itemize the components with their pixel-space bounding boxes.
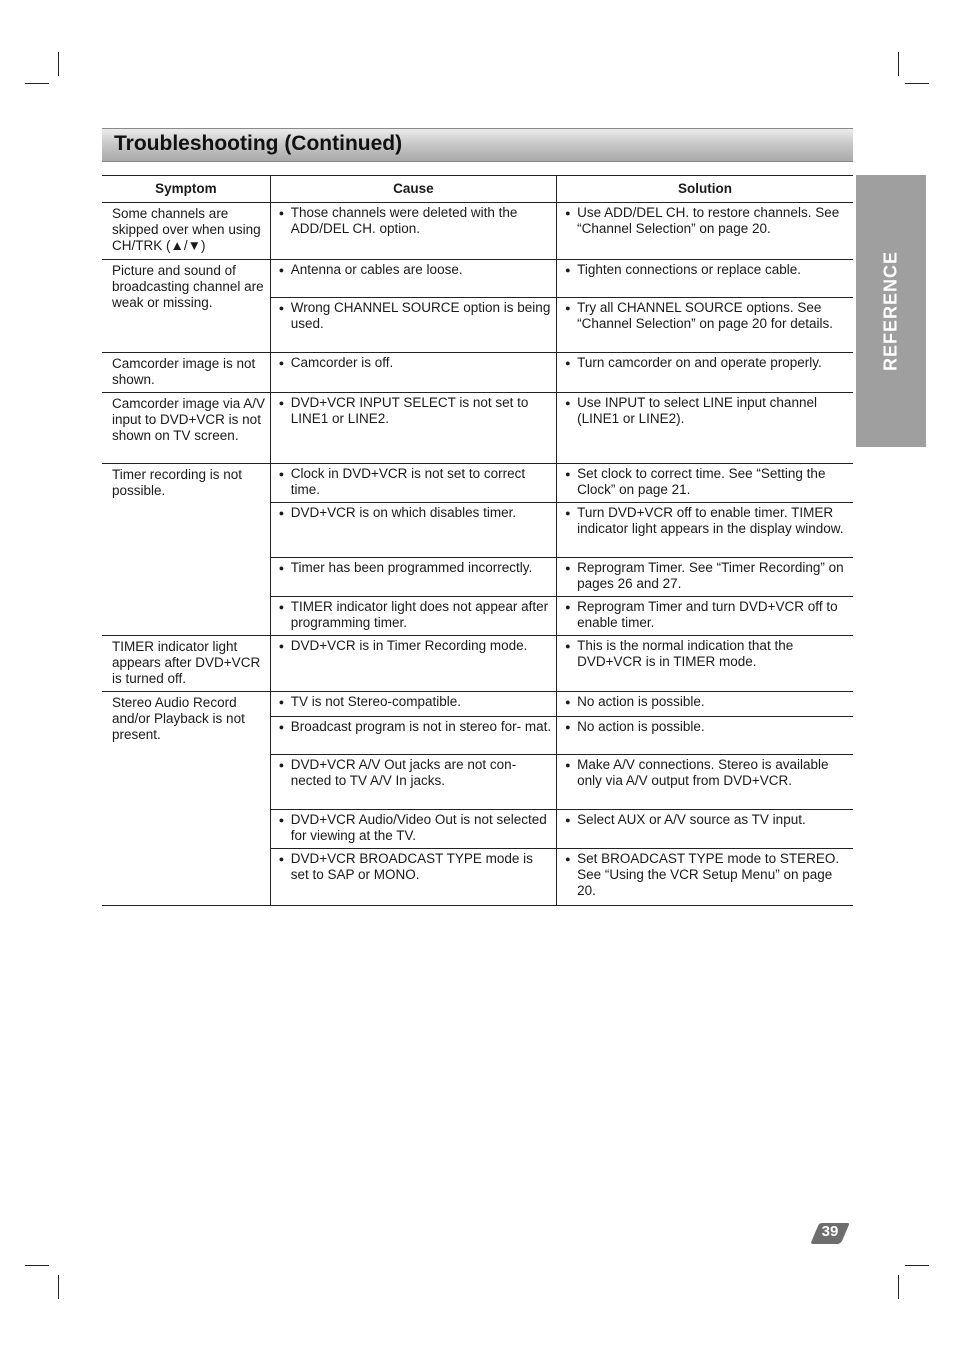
crop-mark [25, 83, 49, 84]
bullet-icon: ● [565, 208, 571, 218]
table-row [102, 260, 853, 298]
table-header-row [102, 176, 853, 203]
cause-cell: ● Antenna or cables are loose. [270, 260, 556, 298]
crop-mark [898, 52, 899, 76]
bullet-icon: ● [278, 358, 285, 368]
solution-cell: ● Set clock to correct time. See “Setting the Clock” on page 21. [557, 464, 853, 503]
header-solution: Solution [557, 176, 853, 203]
bullet-icon: ● [278, 602, 285, 612]
crop-mark [905, 83, 929, 84]
cause-cell: ● Clock in DVD+VCR is not set to correct time. [270, 464, 556, 503]
table-row [102, 636, 853, 692]
cause-cell: ● DVD+VCR A/V Out jacks are not con- nected to TV A/V In jacks. [270, 755, 556, 810]
solution-cell: ● Try all CHANNEL SOURCE options. See “Channel Selection” on page 20 for details. [557, 298, 853, 353]
cause-cell: ● DVD+VCR Audio/Video Out is not selected for viewing at the TV. [270, 810, 556, 849]
cause-cell: ● Broadcast program is not in stereo for- mat. [270, 717, 556, 755]
symptom-cell: Some channels are skipped over when using CH/TRK (▲/▼) [102, 203, 270, 260]
solution-cell: ● This is the normal indication that the DVD+VCR is in TIMER mode. [557, 636, 853, 692]
bullet-icon: ● [278, 854, 285, 864]
solution-cell: ● Reprogram Timer and turn DVD+VCR off to enable timer. [557, 597, 853, 636]
cause-cell: ● DVD+VCR is in Timer Recording mode. [270, 636, 556, 692]
bullet-icon: ● [565, 641, 571, 651]
solution-cell: ● No action is possible. [557, 717, 853, 755]
bullet-icon: ● [278, 815, 285, 825]
solution-cell: ● Set BROADCAST TYPE mode to STEREO. See “Using the VCR Setup Menu” on page 20. [557, 849, 853, 906]
header-symptom: Symptom [102, 176, 270, 203]
solution-cell: ● Select AUX or A/V source as TV input. [557, 810, 853, 849]
solution-cell: ● Use INPUT to select LINE input channel (LINE1 or LINE2). [557, 393, 853, 464]
section-tab-label: REFERENCE [880, 250, 901, 372]
bullet-icon: ● [565, 508, 571, 518]
solution-cell: ● Make A/V connections. Stereo is available only via A/V output from DVD+VCR. [557, 755, 853, 810]
bullet-icon: ● [278, 563, 285, 573]
bullet-icon: ● [278, 208, 285, 218]
table-row [102, 393, 853, 464]
bullet-icon: ● [565, 563, 571, 573]
bullet-icon: ● [565, 398, 571, 408]
cause-cell: ● DVD+VCR INPUT SELECT is not set to LINE1 or LINE2. [270, 393, 556, 464]
cause-cell: ● Wrong CHANNEL SOURCE option is being used. [270, 298, 556, 353]
symptom-cell: Camcorder image via A/V input to DVD+VCR is not shown on TV screen. [102, 393, 270, 464]
bullet-icon: ● [565, 469, 571, 479]
cause-cell: ● TV is not Stereo-compatible. [270, 692, 556, 717]
symptom-cell: Timer recording is not possible. [102, 464, 270, 636]
bullet-icon: ● [278, 398, 285, 408]
bullet-icon: ● [565, 760, 571, 770]
crop-mark [905, 1265, 929, 1266]
solution-cell: ● No action is possible. [557, 692, 853, 717]
crop-mark [58, 1275, 59, 1299]
cause-cell: ● Camcorder is off. [270, 353, 556, 393]
bullet-icon: ● [565, 722, 571, 732]
cause-cell: ● Timer has been programmed incorrectly. [270, 558, 556, 597]
solution-cell: ● Tighten connections or replace cable. [557, 260, 853, 298]
header-cause: Cause [270, 176, 556, 203]
bullet-icon: ● [565, 815, 571, 825]
bullet-icon: ● [278, 303, 285, 313]
cause-cell: ● DVD+VCR BROADCAST TYPE mode is set to SAP or MONO. [270, 849, 556, 906]
bullet-icon: ● [565, 602, 571, 612]
section-tab [856, 175, 926, 447]
bullet-icon: ● [565, 854, 571, 864]
bullet-icon: ● [278, 265, 285, 275]
page-number-badge [810, 1221, 850, 1245]
solution-cell: ● Reprogram Timer. See “Timer Recording” on pages 26 and 27. [557, 558, 853, 597]
page-number: 39 [821, 1223, 839, 1240]
solution-cell: ● Turn DVD+VCR off to enable timer. TIMER indicator light appears in the display window. [557, 503, 853, 558]
troubleshooting-table [102, 175, 853, 906]
cause-cell: ● Those channels were deleted with the ADD/DEL CH. option. [270, 203, 556, 260]
solution-cell: ● Turn camcorder on and operate properly. [557, 353, 853, 393]
bullet-icon: ● [278, 508, 285, 518]
bullet-icon: ● [278, 760, 285, 770]
table-row [102, 203, 853, 260]
bullet-icon: ● [565, 697, 571, 707]
symptom-cell: Picture and sound of broadcasting channel are weak or missing. [102, 260, 270, 353]
symptom-cell: Camcorder image is not shown. [102, 353, 270, 393]
title-bar [102, 128, 853, 162]
crop-mark [25, 1265, 49, 1266]
crop-mark [58, 52, 59, 76]
table-row [102, 692, 853, 717]
bullet-icon: ● [278, 641, 285, 651]
symptom-cell: Stereo Audio Record and/or Playback is not present. [102, 692, 270, 906]
table-row [102, 464, 853, 503]
cause-cell: ● TIMER indicator light does not appear after programming timer. [270, 597, 556, 636]
bullet-icon: ● [278, 697, 285, 707]
table-row [102, 353, 853, 393]
bullet-icon: ● [278, 722, 285, 732]
page-title: Troubleshooting (Continued) [114, 132, 403, 155]
bullet-icon: ● [565, 358, 571, 368]
bullet-icon: ● [278, 469, 285, 479]
bullet-icon: ● [565, 265, 571, 275]
bullet-icon: ● [565, 303, 571, 313]
solution-cell: ● Use ADD/DEL CH. to restore channels. See “Channel Selection” on page 20. [557, 203, 853, 260]
symptom-cell: TIMER indicator light appears after DVD+VCR is turned off. [102, 636, 270, 692]
cause-cell: ● DVD+VCR is on which disables timer. [270, 503, 556, 558]
crop-mark [898, 1275, 899, 1299]
